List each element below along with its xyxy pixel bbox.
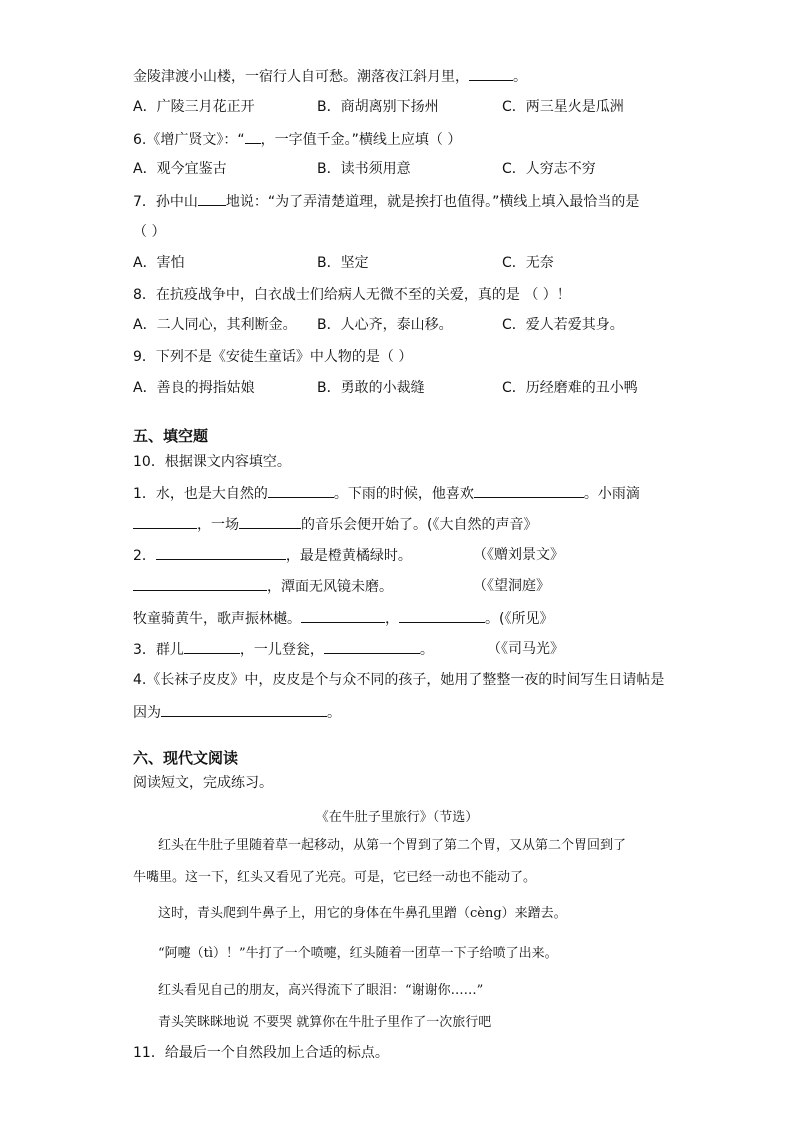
fill-text: ， (385, 611, 399, 627)
fill-text: ，潭面无风镜未磨。 (267, 579, 393, 595)
passage-paragraph-4: 红头看见自己的朋友，高兴得流下了眼泪：“谢谢你……” (158, 983, 484, 998)
answer-blank[interactable] (245, 129, 261, 144)
fill-text: 因为 (133, 705, 161, 721)
q8-stem: 8．在抗疫战争中，白衣战士们给病人无微不至的关爱，真的是 （ ）！ (133, 287, 571, 303)
q7-stem-paren: （ ） (133, 224, 166, 240)
fill-text: 3．群儿 (133, 642, 184, 658)
answer-blank[interactable] (133, 514, 197, 529)
q9-option-b[interactable]: B．勇敢的小裁缝 (317, 380, 425, 396)
source-wang-dongting: （《望洞庭》 (473, 578, 550, 594)
q5-poem-stem (133, 66, 527, 87)
fill-line-1 (133, 483, 640, 504)
fill-text: 。下雨的时候，他喜欢 (333, 486, 474, 502)
q8-option-c[interactable]: C．爱人若爱其身。 (502, 317, 624, 333)
answer-blank[interactable] (198, 191, 226, 206)
passage-paragraph-2: 这时，青头爬到牛鼻子上，用它的身体在牛鼻孔里蹭（cèng）来蹭去。 (158, 906, 567, 921)
answer-blank[interactable] (184, 639, 240, 654)
fill-line-3 (133, 545, 412, 566)
q7-stem-text: 7．孙中山 (133, 194, 198, 210)
q7-option-a[interactable]: A．害怕 (133, 255, 185, 271)
answer-blank[interactable] (161, 702, 327, 717)
q9-option-a[interactable]: A．善良的拇指姑娘 (133, 380, 255, 396)
answer-blank[interactable] (469, 66, 513, 81)
q5-option-c[interactable]: C．两三星火是瓜洲 (502, 99, 624, 115)
q6-stem-text: 6.《增广贤文》：“ (133, 132, 245, 148)
passage-title: 《在牛肚子里旅行》（节选） (315, 810, 479, 825)
fill-text: 。小雨滴 (583, 486, 640, 502)
answer-blank[interactable] (133, 576, 267, 591)
q10-stem: 10．根据课文内容填空。 (133, 454, 291, 470)
fill-line-4 (133, 576, 393, 597)
q9-option-c[interactable]: C．历经磨难的丑小鸭 (502, 380, 638, 396)
answer-blank[interactable] (324, 639, 420, 654)
q7-option-b[interactable]: B．坚定 (317, 255, 369, 271)
answer-blank[interactable] (399, 608, 485, 623)
answer-blank[interactable] (156, 545, 286, 560)
passage-paragraph-5: 青头笑眯眯地说 不要哭 就算你在牛肚子里作了一次旅行吧 (158, 1015, 492, 1030)
section-title-reading: 六、现代文阅读 (133, 749, 239, 767)
q5-option-b[interactable]: B．商胡离别下扬州 (317, 99, 439, 115)
fill-text: 2． (133, 548, 156, 564)
q6-option-a[interactable]: A．观今宜鉴古 (133, 161, 227, 177)
q9-stem: 9．下列不是《安徒生童话》中人物的是（ ） (133, 349, 413, 365)
q5-stem-text: 金陵津渡小山楼，一宿行人自可愁。潮落夜江斜月里， (133, 69, 469, 85)
fill-text: ，一场 (197, 517, 239, 533)
section-title-fill-blank: 五、填空题 (133, 427, 209, 445)
q11-stem: 11．给最后一个自然段加上合适的标点。 (133, 1045, 389, 1061)
fill-text: 。 (419, 642, 434, 658)
fill-text: ，最是橙黄橘绿时。 (285, 548, 412, 564)
source-zeng-liu-jingwen: （《赠刘景文》 (473, 547, 564, 563)
fill-text: 的音乐会便开始了。(《大自然的声音》 (301, 517, 538, 533)
fill-text: ，一儿登瓮， (239, 642, 324, 658)
answer-blank[interactable] (301, 608, 385, 623)
passage-paragraph-1-cont: 牛嘴里。这一下，红头又看见了光亮。可是，它已经一动也不能动了。 (133, 870, 537, 885)
fill-text: 1．水，也是大自然的 (133, 486, 268, 502)
passage-paragraph-1: 红头在牛肚子里随着草一起移动，从第一个胃到了第二个胃，又从第二个胃回到了 (158, 838, 627, 853)
answer-blank[interactable] (474, 483, 584, 498)
q6-option-b[interactable]: B．读书须用意 (317, 161, 411, 177)
fill-line-2 (133, 514, 537, 535)
answer-blank[interactable] (268, 483, 334, 498)
q7-stem (133, 191, 639, 212)
fill-line-8 (133, 702, 341, 723)
q5-option-a[interactable]: A．广陵三月花正开 (133, 99, 255, 115)
reading-intro: 阅读短文，完成练习。 (133, 775, 273, 791)
fill-text: 。(《所见》 (485, 611, 554, 627)
source-sima-guang: （《司马光》 (487, 641, 564, 657)
fill-text: 牧童骑黄牛，歌声振林樾。 (133, 611, 301, 627)
q7-stem-end: 地说：“为了弄清楚道理，就是挨打也值得。”横线上填入最恰当的是 (225, 194, 640, 210)
q6-stem-end: ，一字值千金。”横线上应填（ ） (260, 132, 462, 148)
answer-blank[interactable] (239, 514, 301, 529)
q7-option-c[interactable]: C．无奈 (502, 255, 554, 271)
q8-option-a[interactable]: A．二人同心，其利断金。 (133, 317, 297, 333)
fill-line-6 (133, 639, 434, 660)
q8-option-b[interactable]: B．人心齐，泰山移。 (317, 317, 453, 333)
passage-paragraph-3: “阿嚏（tì）！”牛打了一个喷嚏，红头随着一团草一下子给喷了出来。 (158, 946, 558, 961)
q6-stem (133, 129, 461, 150)
fill-text: 。 (327, 705, 341, 721)
fill-line-5 (133, 608, 553, 629)
q5-stem-end: 。 (513, 69, 527, 85)
q6-option-c[interactable]: C．人穷志不穷 (502, 161, 596, 177)
fill-line-7: 4.《长袜子皮皮》中，皮皮是个与众不同的孩子，她用了整整一夜的时间写生日请帖是 (133, 672, 665, 688)
